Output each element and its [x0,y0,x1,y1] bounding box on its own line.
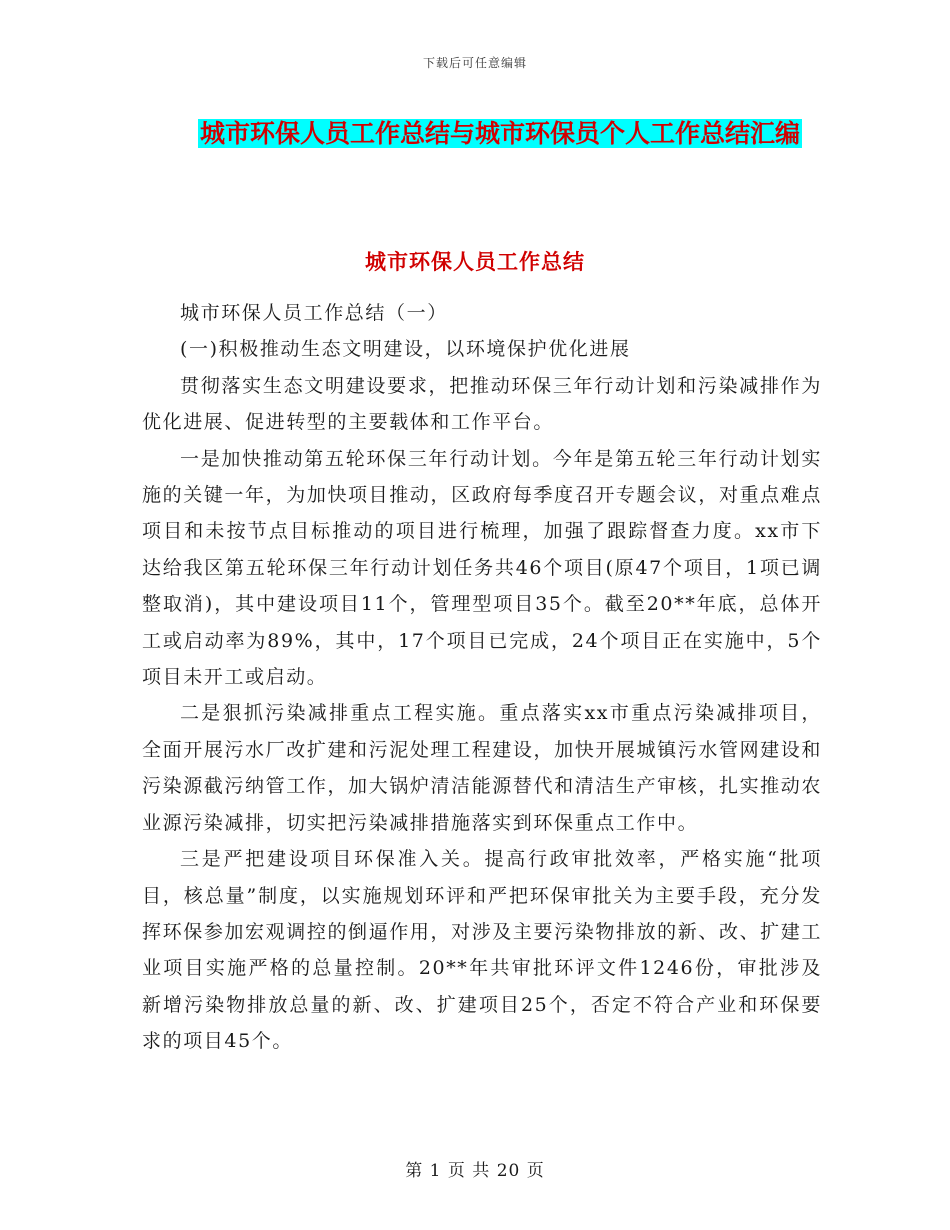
paragraph: 一是加快推动第五轮环保三年行动计划。今年是第五轮三年行动计划实施的关键一年，为加快项目推动，区政府每季度召开专题会议，对重点难点项目和未按节点目标推动的项目进行梳理，加强了跟踪督查力度。xx市下达给我区第五轮环保三年行动计划任务共46个项目(原47个项目，1项已调整取消)，其中建设项目11个，管理型项目35个。截至20**年底，总体开工或启动率为89%，其中，17个项目已完成，24个项目正在实施中，5个项目未开工或启动。 [142,447,822,689]
section-heading: 城市环保人员工作总结 [365,249,585,274]
paragraph-item-heading: (一)积极推动生态文明建设，以环境保护优化进展 [180,338,631,361]
paragraph-subtitle: 城市环保人员工作总结（一） [180,302,448,324]
document-title-text: 城市环保人员工作总结与城市环保员个人工作总结汇编 [199,119,800,148]
document-title [190,112,810,156]
paragraph: 三是严把建设项目环保准入关。提高行政审批效率，严格实施“批项目，核总量”制度，以实施规划环评和严把环保审批关为主要手段，充分发挥环保参加宏观调控的倒逼作用，对涉及主要污染物排放的新、改、扩建工业项目实施严格的总量控制。20**年共审批环评文件1246份，审批涉及新增污染物排放总量的新、改、扩建项目25个，否定不符合产业和环保要求的项目45个。 [142,848,822,1053]
paragraph: 二是狠抓污染减排重点工程实施。重点落实xx市重点污染减排项目，全面开展污水厂改扩建和污泥处理工程建设，加快开展城镇污水管网建设和污染源截污纳管工作，加大锅炉清洁能源替代和清洁生产审核，扎实推动农业源污染减排，切实把污染减排措施落实到环保重点工作中。 [142,702,822,834]
page-footer: 第 1 页 共 20 页 [405,1161,545,1181]
page-header-note: 下载后可任意编辑 [422,56,527,70]
paragraph: 贯彻落实生态文明建设要求，把推动环保三年行动计划和污染减排作为优化进展、促进转型的主要载体和工作平台。 [142,374,822,434]
document-body [142,295,822,1060]
